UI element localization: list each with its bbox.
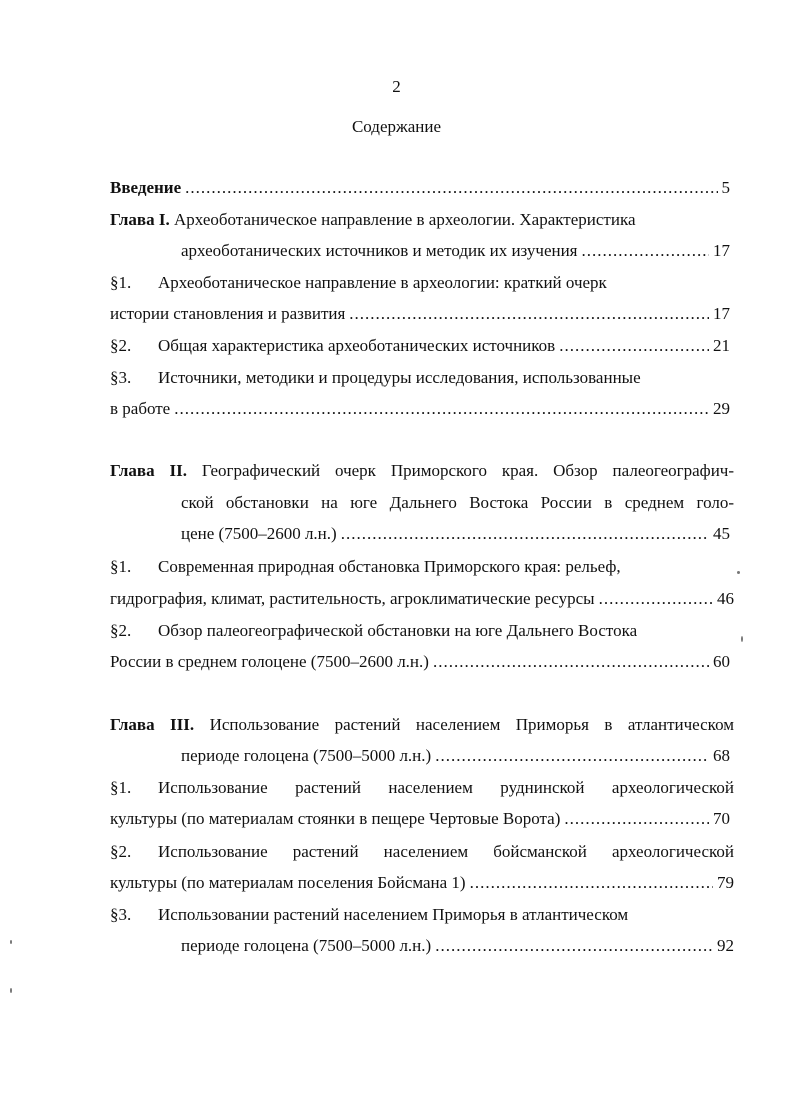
section-line-2-row [110, 302, 730, 326]
section-title-line-1: Использование растений населением руднинской археологической [158, 778, 734, 797]
chapter-1-page: 17 [713, 241, 730, 260]
chapter-3-title-line-2-row [181, 744, 730, 768]
section-line-2-row [110, 397, 730, 421]
chapter-1-title-line-1: Археоботаническое направление в археологии. Характеристика [173, 210, 636, 229]
section-number: §1. [110, 778, 132, 797]
section-title-line-1: Использовании растений населением Приморья в атлантическом [158, 905, 629, 924]
page-number: 2 [392, 77, 401, 96]
dot-leader [349, 302, 709, 326]
dot-leader [435, 934, 713, 958]
intro-label: Введение [110, 178, 182, 197]
dot-leader [185, 176, 717, 200]
section-title-line-2: культуры (по материалам поселения Бойсмана 1) [110, 873, 466, 892]
toc-entry-chapter-3-section-1[interactable] [110, 776, 734, 800]
chapter-2-title-line-1: Географический очерк Приморского края. Обзор палеогеографич- [201, 461, 735, 480]
dot-leader [433, 650, 709, 674]
dot-leader [564, 807, 709, 831]
section-title-line-1: Археоботаническое направление в археологии: краткий очерк [158, 273, 607, 292]
section-page: 21 [713, 336, 730, 355]
toc-entry-chapter-2-section-2[interactable] [110, 619, 730, 643]
section-number: §3. [110, 368, 132, 387]
section-title-line-1: Общая характеристика археоботанических источников [158, 336, 556, 355]
section-title-line-2: периоде голоцена (7500–5000 л.н.) [181, 936, 432, 955]
toc-entry-chapter-1[interactable] [110, 208, 730, 232]
dot-leader [435, 744, 709, 768]
chapter-1-title-line-2: археоботанических источников и методик их изучения [181, 241, 578, 260]
toc-entry-chapter-2-section-1[interactable] [110, 555, 730, 579]
chapter-2-title-line-2-row [181, 491, 734, 515]
chapter-3-title-line-1: Использование растений населением Приморья в атлантическом [209, 715, 735, 734]
section-title-line-1: Современная природная обстановка Приморского края: рельеф, [158, 557, 621, 576]
intro-page: 5 [721, 178, 730, 197]
scan-speck [10, 940, 12, 944]
section-line-2-row [110, 587, 734, 611]
section-title-line-2: культуры (по материалам стоянки в пещере Чертовые Ворота) [110, 809, 561, 828]
dot-leader [599, 587, 713, 611]
toc-entry-chapter-3-section-3[interactable] [110, 903, 730, 927]
dot-leader [559, 334, 709, 358]
dot-leader [470, 871, 713, 895]
section-page: 46 [717, 589, 734, 608]
section-page: 29 [713, 399, 730, 418]
chapter-2-title-line-3-row [181, 522, 730, 546]
section-page: 17 [713, 304, 730, 323]
section-number: §3. [110, 905, 132, 924]
section-title-line-2: гидрография, климат, растительность, агроклиматические ресурсы [110, 589, 595, 608]
section-page: 60 [713, 652, 730, 671]
chapter-3-title-line-2: периоде голоцена (7500–5000 л.н.) [181, 746, 432, 765]
toc-entry-chapter-2[interactable] [110, 459, 734, 483]
chapter-2-page: 45 [713, 524, 730, 543]
chapter-3-page: 68 [713, 746, 730, 765]
chapter-2-title-line-3: цене (7500–2600 л.н.) [181, 524, 337, 543]
section-line-2-row [110, 807, 730, 831]
chapter-2-label: Глава II. [110, 461, 187, 480]
toc-entry-chapter-3[interactable] [110, 713, 734, 737]
toc-entry-chapter-3-section-2[interactable] [110, 840, 734, 864]
toc-entry-chapter-1-section-1[interactable] [110, 271, 730, 295]
scan-speck [737, 571, 740, 574]
section-page: 70 [713, 809, 730, 828]
section-number: §2. [110, 842, 132, 861]
section-page: 92 [717, 936, 734, 955]
chapter-3-label: Глава III. [110, 715, 195, 734]
chapter-1-title-line-2-row [181, 239, 730, 263]
section-page: 79 [717, 873, 734, 892]
dot-leader [582, 239, 709, 263]
dot-leader [341, 522, 709, 546]
section-title-line-2: истории становления и развития [110, 304, 346, 323]
section-number: §2. [110, 621, 132, 640]
dot-leader [174, 397, 709, 421]
scan-speck [741, 636, 743, 642]
section-line-2-row [181, 934, 734, 958]
section-number: §1. [110, 273, 132, 292]
toc-entry-intro[interactable] [110, 176, 730, 200]
section-title-line-2: в работе [110, 399, 171, 418]
section-line-2-row [110, 871, 734, 895]
section-title-line-1: Использование растений населением бойсманской археологической [158, 842, 734, 861]
section-number: §2. [110, 336, 132, 355]
toc-entry-chapter-1-section-3[interactable] [110, 366, 730, 390]
section-title-line-2: России в среднем голоцене (7500–2600 л.н.) [110, 652, 429, 671]
scan-speck [10, 988, 12, 993]
section-number: §1. [110, 557, 132, 576]
section-title-line-1: Источники, методики и процедуры исследования, использованные [158, 368, 641, 387]
chapter-1-label: Глава I. [110, 210, 170, 229]
section-title-line-1: Обзор палеогеографической обстановки на юге Дальнего Востока [158, 621, 638, 640]
page-title: Содержание [351, 117, 442, 136]
chapter-2-title-line-2: ской обстановки на юге Дальнего Востока России в среднем голо- [181, 493, 734, 512]
toc-entry-chapter-1-section-2[interactable] [110, 334, 730, 358]
section-line-2-row [110, 650, 730, 674]
